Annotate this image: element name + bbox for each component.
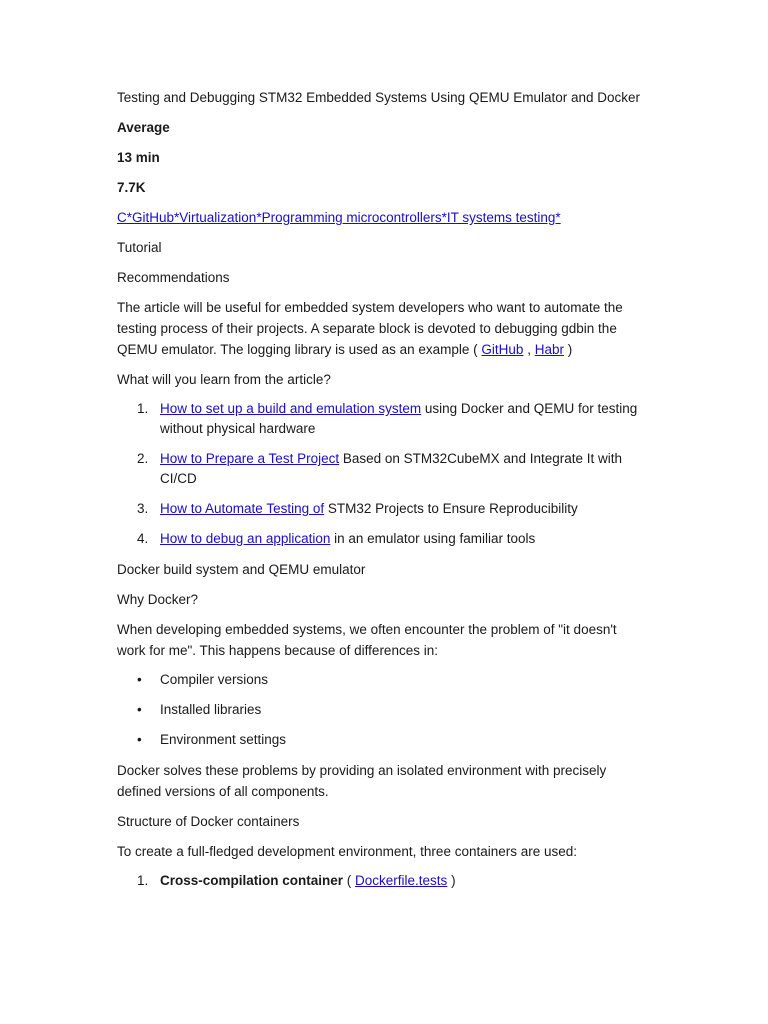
containers-list	[117, 871, 645, 891]
read-time: 13 min	[117, 150, 160, 165]
list-item-text: using Docker and QEMU for testing without physical hardware	[160, 401, 638, 436]
list-item-text: Compiler versions	[160, 672, 269, 687]
bullet-icon: •	[137, 672, 142, 687]
dockerfile-tests-link[interactable]: Dockerfile.tests	[355, 873, 448, 888]
difficulty-label: Average	[117, 120, 170, 135]
learn-heading: What will you learn from the article?	[117, 372, 331, 387]
list-item-text: Based on STM32CubeMX and Integrate It with CI/CD	[160, 451, 623, 486]
why-docker-heading: Why Docker?	[117, 592, 199, 607]
tags-line	[117, 207, 645, 228]
list-number: 2.	[137, 451, 149, 466]
view-count: 7.7K	[117, 180, 146, 195]
list-item	[117, 670, 645, 690]
list-item-text: Environment settings	[160, 732, 287, 747]
learn-link-1[interactable]: How to set up a build and emulation system	[160, 401, 422, 416]
article-body	[117, 87, 645, 901]
list-number: 1.	[137, 401, 149, 416]
bullet-icon: •	[137, 702, 142, 717]
section-heading-docker: Docker build system and QEMU emulator	[117, 562, 366, 577]
differences-list	[117, 670, 645, 750]
list-item-text: STM32 Projects to Ensure Reproducibility	[324, 501, 578, 516]
container-name: Cross-compilation container	[160, 873, 344, 888]
article-title: Testing and Debugging STM32 Embedded Systems Using QEMU Emulator and Docker	[117, 90, 640, 105]
list-item	[117, 399, 645, 439]
docker-solves-paragraph: Docker solves these problems by providing an isolated environment with precisely defined versions of all components.	[117, 763, 607, 799]
list-item-text: in an emulator using familiar tools	[330, 531, 536, 546]
learn-list	[117, 399, 645, 549]
paren-open: (	[343, 873, 356, 888]
list-item	[117, 449, 645, 489]
intro-paragraph	[117, 297, 645, 360]
why-docker-paragraph: When developing embedded systems, we often encounter the problem of "it doesn't work for me". This happens because of differences in:	[117, 622, 617, 658]
list-item	[117, 730, 645, 750]
bullet-icon: •	[137, 732, 142, 747]
intro-separator: ,	[523, 342, 535, 357]
article-type: Tutorial	[117, 240, 162, 255]
list-item-text: Installed libraries	[160, 702, 262, 717]
list-item	[117, 529, 645, 549]
learn-link-4[interactable]: How to debug an application	[160, 531, 331, 546]
list-item	[117, 871, 645, 891]
list-number: 4.	[137, 531, 149, 546]
tags-link[interactable]: C*GitHub*Virtualization*Programming microcontrollers*IT systems testing*	[117, 210, 561, 225]
learn-link-3[interactable]: How to Automate Testing of	[160, 501, 325, 516]
learn-link-2[interactable]: How to Prepare a Test Project	[160, 451, 340, 466]
list-item	[117, 700, 645, 720]
list-number: 1.	[137, 873, 149, 888]
paren-close: )	[447, 873, 456, 888]
intro-text: The article will be useful for embedded system developers who want to automate the testing process of their projects. A separate block is devoted to debugging gdbin the QEMU emulator. The logging library is used as an example (	[117, 300, 623, 357]
github-link[interactable]: GitHub	[481, 342, 524, 357]
list-item	[117, 499, 645, 519]
habr-link[interactable]: Habr	[534, 342, 564, 357]
intro-end: )	[563, 342, 573, 357]
structure-paragraph: To create a full-fledged development environment, three containers are used:	[117, 844, 578, 859]
structure-heading: Structure of Docker containers	[117, 814, 300, 829]
list-number: 3.	[137, 501, 149, 516]
recommendations-label: Recommendations	[117, 270, 230, 285]
